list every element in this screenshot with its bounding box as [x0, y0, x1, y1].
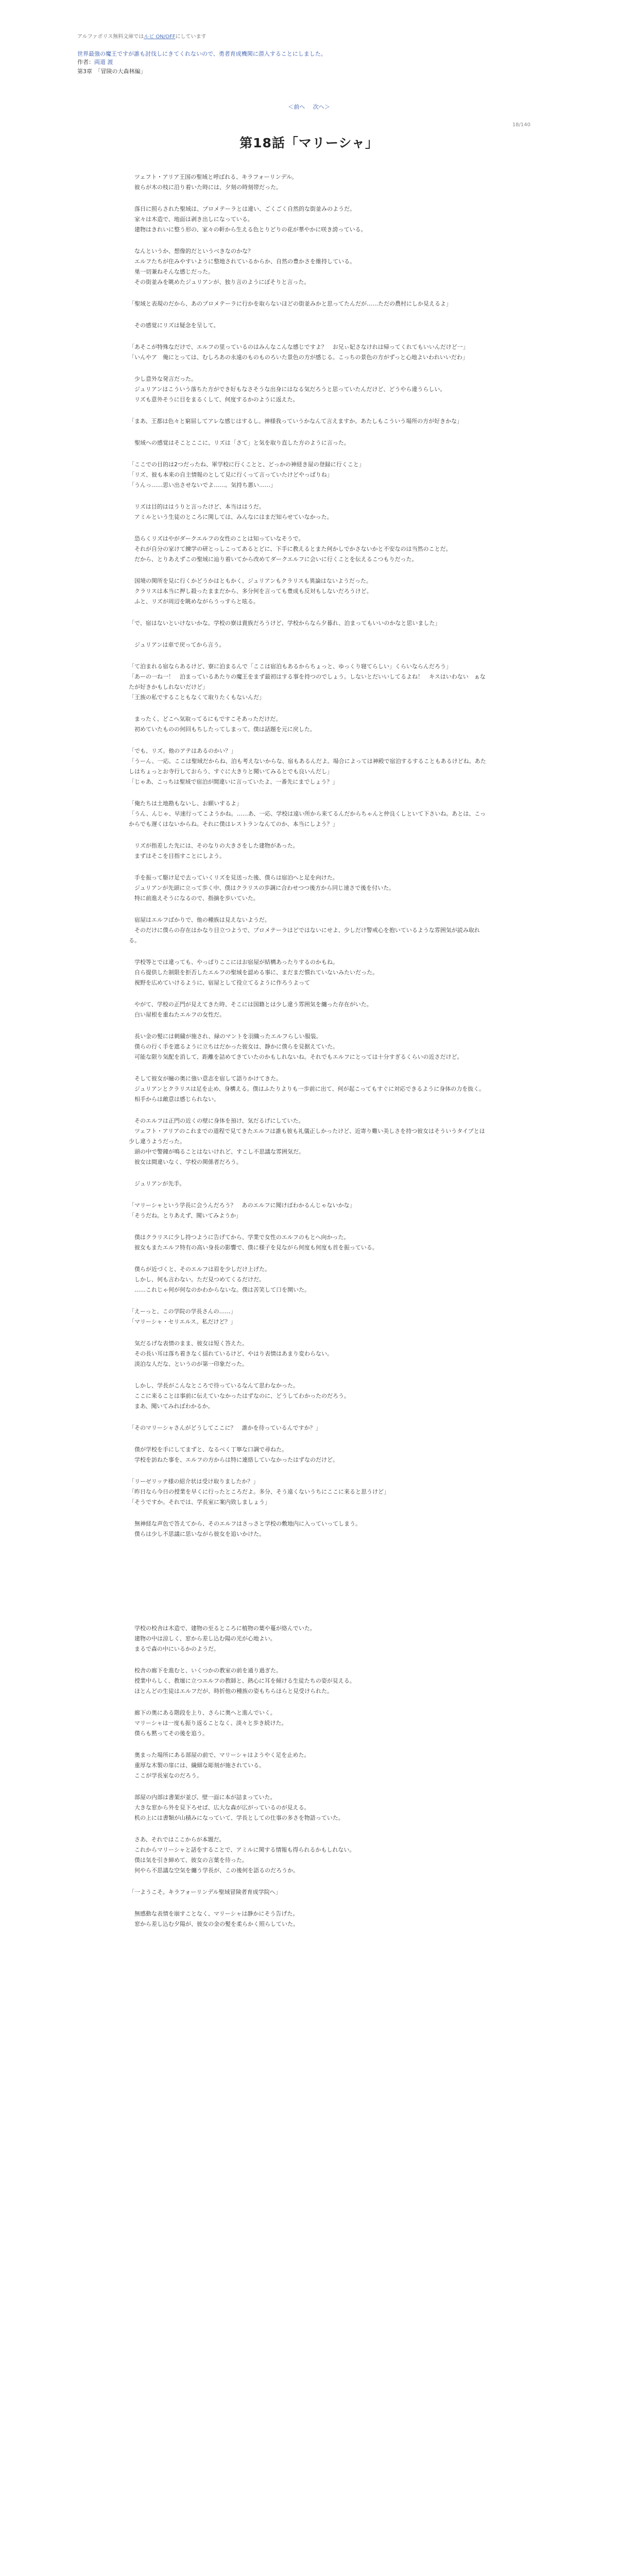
body-paragraph: 廊下の奥にある階段を上り、さらに奥へと進んでいく。 マリーシャは一度も振り返ることなく、淡々と歩き続けた。 僕らも黙ってその後を追う。 — [134, 1709, 287, 1737]
author-label: 作者： — [77, 59, 94, 65]
body-paragraph: やがて、学校の正門が見えてきた時、そこには国籍とは少し違う雰囲気を纏った存在がいた。 白い屋根を重ねたエルフの女性だ。 — [134, 1001, 372, 1018]
body-paragraph: 「一ようこそ。キラフォーリンデル聖域冒険者育成学院へ」 — [129, 1889, 281, 1895]
content-wrap — [77, 0, 541, 1941]
body-paragraph: 無神経な声色で答えてから、そのエルフはさっさと学校の敷地内に入っていってしまう。 僕らは少し不思議に思いながら彼女を追いかけた。 — [134, 1520, 361, 1537]
body-paragraph: 「俺たちは土地勘もないし、お願いするよ」 「うん、んじゃ、早速行ってこようかね。……あ、一応、学校は遠い所から来てるんだからちゃんと仲良くしといて下さいね。あとは、こっからでも遅くはないからね。それに僕はレストランなんてのか、本当にしよう？」 — [129, 800, 486, 827]
body-paragraph: その感覚にリズは疑念を呈して。 — [129, 322, 219, 329]
body-paragraph: 無感動な表情を崩すことなく、マリーシャは静かにそう告げた。 窓から差し込む夕陽が、彼女の金の髪を柔らかく照らしていた。 — [134, 1910, 299, 1927]
author-line — [77, 58, 541, 66]
body-paragraph: 奥まった場所にある部屋の前で、マリーシャはようやく足を止めた。 重厚な木製の扉には、繊細な彫刻が施されている。 ここが学長室なのだろう。 — [134, 1752, 310, 1779]
body-paragraph: しかし、学長がこんなところで待っているなんて思わなかった。 ここに来ることは事前に伝えていなかったはずなのに、どうしてわかったのだろう。 まあ、聞いてみればわかるか。 — [134, 1382, 350, 1410]
body-paragraph: 「あそこが特殊なだけで、エルフの里っているのはみんなこんな感じですよ？ お兄ぃ妃さなけれは帰ってくれてもいいんだけど一」 「いんやア 俺にとっては、むしろあの永遠のものものろいた景色の方が感じる。こっちの景色の方がずっと心地よいわれいいだわ」 — [129, 344, 469, 361]
body-paragraph: そして彼女が瞳の奥に強い意志を宿して語りかけてきた。 ジュリアンとクラリスは足を止め、身構える。僕はふたりよりも一歩前に出て、何が起こってもすぐに対応できるように身体の力を抜く。 相手からは敵意は感じられない。 — [134, 1075, 485, 1103]
body-paragraph: 「て泊まれる宿ならあるけど、寮に泊まるんで「ここは宿泊もあるからちょっと、ゆっくり寝てらしい」くらいならんだろう」 「あーの一ね一！ 泊まっているあたりの魔王をまず最初はする事を持つのでしょう。しないとだいいしてるよね！ キスはいわない ぁなたが好きかもしれないだけど」 「王族の私ですることもなくて取りたくもないんだ」 — [129, 663, 486, 701]
body-paragraph: リズが指差した先には、そのなりの大きさをした建物があった。 まずはそこを目指すことにしよう。 — [134, 842, 299, 859]
body-paragraph: 部屋の内部は書架が並び、壁一面に本が詰まっていた。 大きな窓から外を見下ろせば、広大な森が広がっているのが見える。 机の上には書類が山積みになっていて、学長としての仕事の多さを物語っていた。 — [134, 1794, 344, 1821]
body-paragraph: ツェフト・アリア王国の聖域と呼ばれる、キラフォーリンデル。 彼らが木の枝に沿り着いた時には、夕刻の時刻帯だった。 — [134, 174, 298, 191]
body-paragraph: 学校等とでは違っても、やっぱりここにはお宿屋が結構あったりするのかもね。 自ら提供した制限を拒否したエルフの聖域を認める事に、まだまだ慣れていないみたいだった。 視野を広めていけるように、宿屋として役立てるように作ろうよって — [134, 959, 378, 986]
ruby-toggle-link[interactable]: ルビ ON/OFF — [144, 34, 176, 40]
body-paragraph: 気だるげな表情のまま、彼女は短く答えた。 その長い耳は落ち着きなく揺れているけど、やはり表情はあまり変わらない。 淡泊な人だな、というのが第一印象だった。 — [134, 1340, 333, 1367]
body-paragraph: 学校の校舎は木造で、建物の至るところに植物の葉や蔓が絡んでいた。 建物の中は涼しく、窓から差し込む陽の光が心地よい。 まるで森の中にいるかのようだ。 — [134, 1625, 316, 1652]
body-paragraph: 手を振って駆け足で去っていくリズを見送った後、僕らは宿泊へと足を向けた。 ジュリアンが先頭に立って歩く中、僕はクラリスの歩調に合わせつつ後方から同じ速さで後を付いた。 特に前進えそうになるので、指摘を歩いていた。 — [134, 874, 395, 902]
body-paragraph: なんというか、想像的だというべきなのかな？ エルフたちが住みやすいように整地されているからか、自然の豊かさを維持している。 巣一切兼ねそんな感じだった。 その街並みを眺めたジュリアンが、独り言のようにぼそりと言った。 — [134, 248, 355, 285]
chapter-title: 第18話「マリーシャ」 — [239, 135, 379, 150]
body-paragraph: 「でも、リズ。他のアテはあるのかい？」 「うーん、一応。ここは聖域だからね、泊も考えないからな、宿もあるんだよ。場合によっては神殿で宿泊するすることもあるけどね。あたしはちょっとお寺行しておらう、すぐに大きりと聞いてみるとでも良いんだし」 「じゃあ、こっちは聖域で宿泊が間違いに言っていたよ、一番先にまでしょう？」 — [129, 748, 486, 785]
body-paragraph: 国境の関所を見に行くかどうかはともかく、ジュリアンもクラリスも異論はないようだった。 クラリスは本当に押し殺ったままだから、多分何を言っても豊成も反対もしないだろうけど。 ふと、リズが周辺を眺めながらうっすらと呟る。 — [134, 578, 372, 605]
site-notice-prefix: アルファポリス無料文庫では — [77, 34, 144, 40]
body-paragraph: 僕が学校を手にしてまずと、なるべく丁寧な口調で尋ねた。 学校を訪ねた事を、エルフの方からは特に連絡していなかったはずなのだけど。 — [134, 1446, 338, 1463]
body-paragraph: 落日に照らされた聖域は、プロメテーラとは違い、ごくごく自然的な街並みのようだ。 家々は木造で、地面は剥き出しになっている。 建物はきれいに整う形の、家々の軒から生える色とりどりの花が華やかに咲き誇っている。 — [134, 206, 367, 233]
chapter-nav — [77, 103, 541, 111]
body-paragraph: 「まあ、王都は色々と窮屈してアレな感じはするし。神様我っていうかなんて言えますか。あたしもこういう場所の方が好きかな」 — [129, 418, 463, 425]
header — [77, 0, 541, 76]
prev-link[interactable]: ＜前へ — [288, 104, 305, 110]
body-paragraph: ジュリアンが先手。 — [129, 1180, 185, 1187]
body-paragraph: 恐らくリズはやがダークエルフの女性のことは知っていなそうで。 それが自分の家けて練学の研とっしこってあるとどに、下手に教えるとまた何かしでかさないかと不安なのは当然のことだ。 だから、とりあえずこの聖域に辿り着いてから改めてダークエルフに会いに行くことを伝えるこつもりだった。 — [134, 535, 452, 563]
body-paragraph: 「ここでの目的は2つだったね、軍学校に行くことと、どっかの神経き屋の登録に行くこと」 「リズ、彼も本来の自主情報のとして見に行くって言っていたけどやっぱりね」 「うんっ……思い出させないでよ……。気持ち悪い……」 — [129, 461, 365, 488]
body-paragraph: 「で、宿はないといけないかな。学校の寮は貴族だろうけど、学校からなら夕暮れ、泊まってもいいのかなと思いました」 — [129, 620, 441, 626]
body-paragraph: リズは目的ははうりと言ったけど、本当ははうだ。 アミルという生徒のところに関しては、みんなにはまだ知らせていなかった。 — [134, 503, 333, 520]
section-break — [129, 1551, 489, 1618]
body-paragraph: そのエルフは正門の近くの壁に身体を預け、気だるげにしていた。 ツェフト・アリアのこれまでの道程で見てきたエルフは誰も彼も礼儀正しかったけど、近寄り難い美しさを持つ彼女はそういうタイプとは少し違うようだった。 頭の中で警鐘が鳴ることはないけれど、すこし不思議な雰囲気だ。 彼女は間違いなく、学校の関係者だろう。 — [129, 1117, 485, 1165]
chapter-line: 第3章 「冒険の大森林編」 — [77, 68, 146, 75]
body-paragraph: 「リーゼリッテ様の紹介状は受け取りましたか？」 「昨日なら今日の授業を早くに行ったところだよ。多分、そう遠くないうちにここに来ると思うけど」 「そうですか。それでは、学長室に案内致しましょう」 — [129, 1478, 389, 1505]
body-paragraph: ジュリアンは車で戻ってから言う。 — [129, 641, 225, 648]
site-notice-suffix: にしています — [175, 34, 207, 40]
body-paragraph: 「マリーシャという学長に会うんだろう？ あのエルフに聞けばわかるんじゃないかな」 「そうだね。とりあえず、聞いてみようか」 — [129, 1202, 355, 1219]
author-link[interactable]: 両道 渡 — [94, 59, 113, 65]
body-paragraph: 長い金の髪には刺繍が施され、緑のマントを羽織ったエルフらしい服装。 僕らの行く手を遮るように立ちはだかった彼女は、静かに僕らを見据えていた。 可能な限り気配を消して、距離を詰めてきていたのかもしれないね。それでもエルフにとっては十分すぎるくらいの近さだけど。 — [134, 1033, 463, 1060]
body-paragraph: 聖域への感覚はそことここに、リズは「さて」と気を取り直した方のように言った。 — [129, 439, 350, 446]
body-paragraph: さあ、それではここからが本題だ。 これからマリーシャと話をすることで、アミルに関する情報も得られるかもしれない。 僕は気を引き締めて、彼女の言葉を待った。 何やら不思議な空気を纏う学長が、この後何を語るのだろうか。 — [134, 1836, 355, 1874]
page-count: 18/140 — [512, 122, 530, 128]
body-paragraph: 校舎の廊下を進むと、いくつかの教室の前を通り過ぎた。 授業中らしく、教壇に立つエルフの教師と、熱心に耳を傾ける生徒たちの姿が見える。 ほとんどの生徒はエルフだが、時折他の種族の姿もちらほらと見受けられた。 — [134, 1667, 355, 1694]
body-paragraph: 僕らが近づくと、そのエルフは眉を少しだけ上げた。 しかし、何も言わない。ただ見つめてくるだけだ。 ……これじゃ何が何なのかわからないな。僕は苦笑して口を開いた。 — [134, 1266, 310, 1293]
body-paragraph: 「そのマリーシャさんがどうしてここに？ 誰かを待っているんですか？」 — [129, 1425, 321, 1431]
body-paragraph: 「えーっと、この学院の学長さんの……」 「マリーシャ・セリエルス。私だけど？」 — [129, 1308, 236, 1325]
series-title-link[interactable]: 世界最強の魔王ですが誰も討伐しにきてくれないので、勇者育成機関に潜入することにしました。 — [77, 50, 327, 57]
chapter-body — [129, 172, 489, 1929]
site-notice — [77, 33, 541, 41]
body-paragraph: 少し意外な発言だった。 ジュリアンはこういう落ちた方ができ好もなさそうな出身にはなる気だろうと思っていたんだけど、どうやら違うらしい。 リズも意外そうに目をまるくして、何度するかのように返えた。 — [134, 376, 446, 403]
body-paragraph: 宿屋はエルフばかりで、他の種族は見えないようだ。 そのだけに僕らの存在はかなり目立つようで、プロメテーラはどではないにせよ、少しだけ警戒心を抱いているような雰囲気が読み取れる。 — [129, 917, 480, 944]
body-paragraph: 「聖域と表現のだから、あのプロメテーラに行かを取らないほどの街並みかと思ってたんだが……ただの農村にしか見えるよ」 — [129, 300, 452, 307]
body-paragraph: まったく、どこへ気取ってるにもですこそあっただけだ。 初めていたものの何回もちしたってしまって、僕は話題を元に戻した。 — [134, 716, 316, 733]
body-paragraph: 僕はクラリスに少し持つように告げてから、学業で女性のエルフのもとへ向かった。 彼女もまたエルフ特有の高い身長の影響で、僕に様子を見ながら何度も何度も首を振っている。 — [134, 1234, 378, 1251]
next-link[interactable]: 次へ＞ — [313, 104, 330, 110]
